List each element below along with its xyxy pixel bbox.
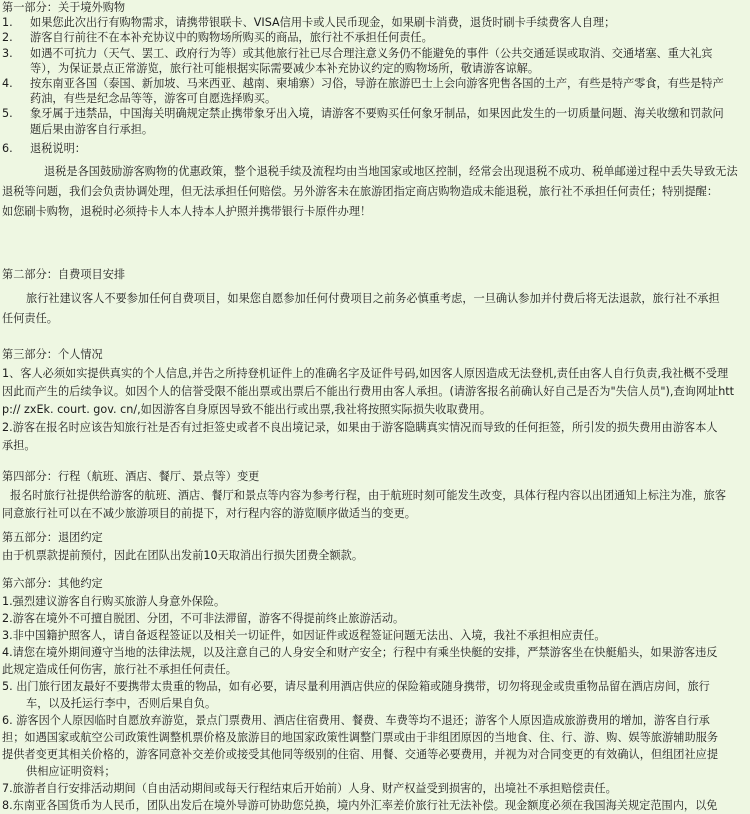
paragraph-line: 承担。 bbox=[2, 439, 36, 452]
paragraph-line: 旅行社建议客人不要参加任何自费项目，如果您自愿参加任何付费项目之前务必慎重考虑，一旦确认参加并付费后将无法退款，旅行社不承担 bbox=[26, 292, 720, 305]
section-heading: 第六部分：其他约定 bbox=[2, 577, 103, 590]
paragraph-line: p:// zxEk. court. gov. cn/,如因游客自身原因导致不能出行或出票,我社将按照实际损失收取费用。 bbox=[2, 403, 492, 416]
paragraph-line: 同意旅行社可以在不减少旅游项目的前提下，对行程内容的游览顺序做适当的变更。 bbox=[2, 507, 416, 520]
list-item-continuation: 车，以及托运行李中，否则后果自负。 bbox=[26, 697, 217, 710]
paragraph-line: 报名时旅行社提供给游客的航班、酒店、餐厅和景点等内容为参考行程，由于航班时刻可能发生改变，具体行程内容以出团通知上标注为准，旅客 bbox=[10, 489, 727, 502]
list-item: 5. 出门旅行团友最好不要携带太贵重的物品，如有必要，请尽量利用酒店供应的保险箱或随身携带，切勿将现金或贵重物品留在酒店房间，旅行 bbox=[2, 680, 710, 693]
paragraph-line: 2.游客在报名时应该告知旅行社是否有过拒签史或者不良出境记录，如果由于游客隐瞒真实情况而导致的任何拒签，所引发的损失费用由游客本人 bbox=[2, 421, 718, 434]
list-item: 7.旅游者自行安排活动期间（自由活动期间或每天行程结束后开始前）人身、财产权益受到损害的，出境社不承担赔偿责任。 bbox=[2, 782, 617, 795]
section-heading: 第一部分：关于境外购物 bbox=[2, 1, 126, 14]
section-shopping bbox=[0, 0, 744, 222]
paragraph-line: 任何责任。 bbox=[2, 312, 58, 325]
list-item: 1.强烈建议游客自行购买旅游人身意外保险。 bbox=[2, 595, 226, 608]
list-item: 2.游客在境外不可擅自脱团、分团，不可非法滞留，游客不得提前终止旅游活动。 bbox=[2, 612, 405, 625]
list-item-continuation: 供相应证明资料； bbox=[26, 765, 116, 778]
list-item-continuation: 提供者变更其相关价格的，游客同意补交差价或接受其他同等级别的住宿、用餐、交通等必要费用，并视为对合同变更的有效确认，但组团社应提 bbox=[2, 748, 719, 761]
list-item: 4. 按东南亚各国（泰国、新加坡、马来西亚、越南、柬埔寨）习俗，导游在旅游巴士上会向游客兜售各国的土产，有些是特产零食，有些是特产 bbox=[2, 77, 724, 91]
section-optional-items bbox=[0, 265, 744, 329]
section-heading: 第五部分：退团约定 bbox=[2, 531, 103, 544]
list-item-continuation: 药油，有些是纪念品等等，游客可自愿选择购买。 bbox=[30, 92, 277, 106]
section-heading: 第四部分：行程（航班、酒店、餐厅、景点等）变更 bbox=[2, 470, 260, 483]
list-item-continuation: 等），为保证景点正常游览，旅行社可能根据实际需要减少本补充协议约定的购物场所，敬请游客谅解。 bbox=[30, 61, 540, 75]
list-item-continuation: 此规定造成任何伤害，旅行社不承担任何责任。 bbox=[2, 663, 237, 676]
list-item: 6. 游客因个人原因临时自愿放弃游览，景点门票费用、酒店住宿费用、餐费、车费等均不退还；游客个人原因造成旅游费用的增加，游客自行承 bbox=[2, 714, 710, 727]
tax-paragraph-line: 退税等问题，我们会负责协调处理，但无法承担任何赔偿。另外游客未在旅游团指定商店购物造成未能退税，旅行社不承担任何责任；特别提醒： bbox=[2, 185, 719, 199]
section-cancellation bbox=[0, 529, 744, 565]
tax-paragraph-line: 退税是各国鼓励游客购物的优惠政策，整个退税手续及流程均由当地国家或地区控制，经常会出现退税不成功、税单邮递过程中丢失导致无法 bbox=[44, 165, 738, 179]
paragraph-line: 因此而产生的后续争议。如因个人的信誉受限不能出票或出票后不能出行费用由客人承担。(请游客报名前确认好自己是否为"失信人员"),查询网址htt bbox=[2, 385, 735, 398]
list-item: 6. 退税说明： bbox=[2, 141, 86, 155]
list-item: 8.东南亚各国货币为人民币，团队出发后在境外导游可协助您兑换，境内外汇率差价旅行社无法补偿。现金额度必须在我国海关规定范围内，以免 bbox=[2, 799, 718, 812]
section-heading: 第二部分：自费项目安排 bbox=[2, 268, 126, 281]
paragraph-line: 由于机票款提前预付，因此在团队出发前10天取消出行损失团费全额款。 bbox=[2, 549, 364, 562]
section-personal bbox=[0, 345, 744, 455]
list-item: 3. 如遇不可抗力（天气、罢工、政府行为等）或其他旅行社已尽合理注意义务仍不能避免的事件（公共交通延误或取消、交通堵塞、重大礼宾 bbox=[2, 46, 713, 60]
section-other-terms bbox=[0, 575, 744, 814]
list-item: 3.非中国籍护照客人，请自备返程签证以及相关一切证件，如因证件或返程签证问题无法出、入境，我社不承担相应责任。 bbox=[2, 629, 606, 642]
tax-paragraph-line: 如您刷卡购物，退税时必须持卡人本人持本人护照并携带银行卡原件办理！ bbox=[2, 205, 372, 219]
section-itinerary-change bbox=[0, 467, 744, 523]
list-item: 1. 如果您此次出行有购物需求，请携带银联卡、VISA信用卡或人民币现金，如果刷卡消费，退货时刷卡手续费客人自理； bbox=[2, 16, 616, 30]
paragraph-line: 1、客人必须如实提供真实的个人信息,并告之所持登机证件上的准确名字及证件号码,如因客人原因造成无法登机,责任由客人自行负责,我社概不受理 bbox=[2, 367, 729, 380]
list-item-continuation: 担；如遇国家或航空公司政策性调整机票价格及旅游目的地国家政策性调整门票或由于非组团原因的当地食、住、行、游、购、娱等旅游辅助服务 bbox=[2, 731, 719, 744]
section-heading: 第三部分：个人情况 bbox=[2, 348, 103, 361]
list-item: 2. 游客自行前往不在本补充协议中的购物场所购买的商品，旅行社不承担任何责任。 bbox=[2, 31, 433, 45]
list-item: 5. 象牙属于违禁品，中国海关明确规定禁止携带象牙出入境，请游客不要购买任何象牙制品，如果因此发生的一切质量问题、海关收缴和罚款问 bbox=[2, 107, 724, 121]
list-item-continuation: 题后果由游客自行承担。 bbox=[30, 122, 154, 136]
list-item: 4.请您在境外期间遵守当地的法律法规，以及注意自己的人身安全和财产安全；行程中有乘坐快艇的安排，严禁游客坐在快艇船头，如果游客违反 bbox=[2, 646, 718, 659]
